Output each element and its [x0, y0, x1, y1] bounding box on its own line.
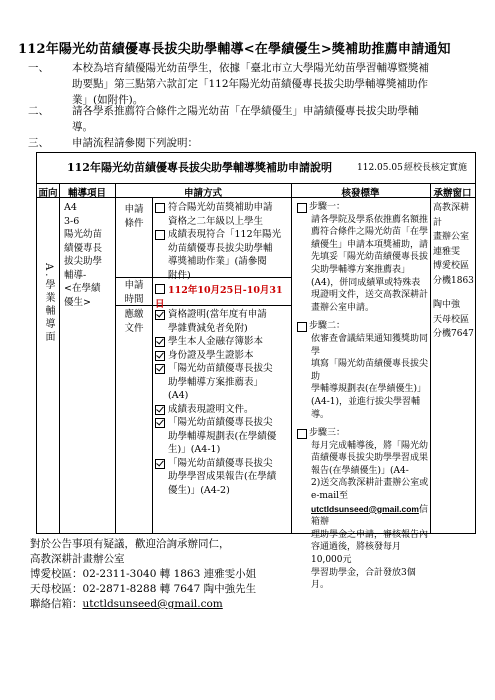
bullet-item	[155, 335, 290, 349]
bullet-line: 導獎補助作業」(請參閱	[168, 256, 267, 267]
bullet-line: 符合陽光幼苗獎補助申請	[168, 202, 273, 213]
step-line: 績優生」申請本項獎補助，請	[311, 239, 429, 250]
bullet-item	[155, 308, 290, 335]
contact-line: 連雅雯	[433, 246, 461, 257]
footer-mail-line	[30, 597, 256, 612]
step-line: 報告(在學績優生)」(A4-	[311, 465, 409, 476]
checked-box-icon	[155, 418, 165, 428]
notice-item	[28, 135, 488, 151]
step-line: 容通過後，將核發每月10,000元	[311, 542, 402, 566]
aspect-label: A.學業輔導面	[43, 263, 54, 345]
step-line: 2)送交高教深耕計畫辦公室或	[311, 478, 429, 489]
step-heading-text: 步驟一：	[309, 202, 346, 212]
table-approval: 經校長核定實施	[404, 163, 468, 173]
item-line: 輔導-	[64, 269, 87, 281]
checkbox-icon	[297, 203, 307, 213]
checkbox-icon	[155, 284, 165, 294]
item-number: 一、	[28, 62, 49, 74]
row-body-time	[155, 284, 290, 311]
checked-box-icon	[155, 337, 165, 347]
bullet-line: 「陽光幼苗績優專長拔尖	[168, 417, 273, 428]
checkbox-icon	[297, 322, 307, 332]
step-line: 薦符合條件之陽光幼苗「在學	[311, 227, 429, 238]
step-line: (A4)，併同成績單或特殊表	[311, 277, 421, 288]
footer-line: 博愛校區：02-2311-3040 轉 1863 連雅雯小姐	[30, 568, 257, 580]
checked-box-icon	[155, 351, 165, 361]
step-line: 現證明文件，送交高教深耕計	[311, 290, 429, 301]
item-text	[72, 60, 492, 108]
bullet-item	[155, 457, 290, 498]
step-line: (A4-1)，並進行拔尖學習輔	[311, 396, 421, 407]
contact-line: 畫辦公室	[433, 232, 470, 242]
step-line: 填寫「陽光幼苗績優專長拔尖助	[311, 359, 429, 382]
row-label-documents	[117, 308, 151, 335]
item-line: 請各學系推薦符合條件之陽光幼苗「在學績優生」申請績優專長拔尖助學輔	[72, 105, 419, 117]
row-label-line: 申請	[124, 204, 144, 215]
application-time: 112年10月25日-10月31日	[155, 285, 283, 310]
item-line: 業」(如附件)。	[72, 94, 144, 106]
bullet-line: 資格之二年級以上學生	[168, 215, 264, 227]
row-label-line: 申請	[124, 280, 144, 291]
item-line: 績優專長	[64, 242, 103, 254]
step-line: 尖助學輔導方案推薦表」	[311, 264, 411, 275]
contact-line	[433, 288, 475, 298]
notice-item	[28, 103, 488, 135]
contact-line: 博愛校區	[433, 261, 470, 271]
step-line: 學輔導規劃表(在學績優生)」	[311, 384, 427, 395]
header-method: 申請方式	[183, 188, 222, 199]
item-number: 二、	[28, 105, 49, 117]
bullet-line: 成績表現符合「112年陽光	[168, 229, 282, 240]
item-text	[72, 103, 492, 135]
item-number: 三、	[28, 137, 49, 149]
step-line: 導。	[311, 409, 330, 420]
bullet-item	[155, 228, 290, 282]
email-link[interactable]: utctldsunseed@gmail.com	[311, 503, 419, 514]
bullet-line: 生)」(A4-1)	[168, 444, 221, 455]
header-item: 輔導項目	[67, 188, 106, 199]
checked-box-icon	[155, 405, 165, 415]
row-body-conditions	[155, 201, 290, 282]
footer	[30, 537, 256, 612]
step-line: e-mail至	[311, 491, 349, 502]
checked-box-icon	[155, 459, 165, 469]
bullet-line: 「陽光幼苗績優專長拔尖	[168, 363, 273, 374]
step-line: 依審查會議結果通知獲獎助同學	[311, 333, 429, 357]
bullet-line: 助學輔導方案推薦表」	[168, 376, 264, 388]
header-standard: 核發標準	[341, 188, 380, 199]
step-heading-text: 步驟二：	[309, 321, 346, 332]
bullet-line: 身份證及學生證影本	[168, 349, 254, 361]
step-heading	[297, 201, 429, 214]
bullet-line: 助學學習成果報告(在學績	[168, 471, 277, 482]
item-line: 拔尖助學	[64, 256, 103, 267]
bullet-line: 學生本人金融存簿影本	[168, 336, 264, 347]
item-column	[64, 201, 114, 309]
step-heading	[297, 427, 429, 440]
item-line: A4	[64, 202, 77, 213]
footer-email-link[interactable]: utctldsunseed@gmail.com	[82, 598, 223, 610]
bullet-line: (A4)	[168, 390, 189, 401]
bullet-line: 資格證明(當年度有申請	[168, 309, 267, 320]
step-line: 畫辦公室申請。	[311, 302, 375, 313]
footer-line: 高教深耕計畫辦公室	[30, 553, 125, 565]
contact-line: 天母校區	[433, 314, 470, 325]
step-line: 理助學金之申請，審核報告內	[311, 529, 429, 540]
step-line: 苗績優專長拔尖助學學習成果	[311, 453, 429, 464]
contact-line: 陶中強	[433, 300, 461, 310]
email-line	[297, 503, 429, 529]
bullet-line: 學雜費減免者免附)	[168, 322, 248, 334]
bullet-item	[155, 362, 290, 403]
bullet-line: 幼苗績優專長拔尖助學輔	[168, 242, 273, 254]
item-line: <在學績	[64, 283, 101, 294]
row-label-line: 條件	[124, 217, 144, 229]
bullet-item	[155, 201, 290, 228]
item-line: 申請流程請參閱下列說明：	[72, 137, 198, 149]
standard-column	[297, 201, 429, 592]
table-title: 112年陽光幼苗績優專長拔尖助學輔導獎補助申請說明	[67, 161, 332, 174]
checkbox-icon	[155, 203, 165, 213]
checkbox-icon	[155, 230, 165, 240]
bullet-item	[155, 416, 290, 457]
checked-box-icon	[155, 364, 165, 374]
item-line: 導。	[72, 121, 93, 133]
footer-line: 天母校區：02-2871-8288 轉 7647 陶中強先生	[30, 583, 257, 595]
page-title: 112年陽光幼苗績優專長拔尖助學輔導<在學績優生>獎補助推薦申請通知	[18, 42, 451, 57]
step-line: 先填妥「陽光幼苗績優專長拔	[311, 252, 429, 263]
email-tail: 信箱辦	[311, 504, 428, 528]
contact-column	[433, 201, 475, 342]
table-date: 112.05.05	[357, 163, 403, 173]
step-heading-text: 步驟三：	[309, 428, 346, 439]
footer-mail-label: 聯絡信箱：	[30, 598, 83, 610]
row-label-line: 應繳	[124, 309, 144, 320]
row-body-documents	[155, 308, 290, 497]
bullet-line: 助學輔導規劃表(在學績優	[168, 430, 277, 442]
step-heading	[297, 320, 429, 333]
bullet-line: 「陽光幼苗績優專長拔尖	[168, 457, 273, 469]
bullet-item	[155, 403, 290, 417]
contact-line: 分機7647	[433, 329, 474, 339]
bullet-item	[155, 349, 290, 363]
step-line: 學習助學金，合計發放3個月。	[311, 567, 416, 591]
row-label-conditions	[117, 203, 151, 230]
bullet-line: 優生)」(A4-2)	[168, 484, 230, 496]
row-label-line: 時間	[124, 293, 144, 305]
row-label-line: 文件	[124, 322, 144, 334]
checkbox-icon	[297, 429, 307, 439]
notice-item	[28, 60, 488, 108]
contact-line: 分機1863	[433, 275, 474, 286]
step-line: 請各學院及學系依推薦名額推	[311, 214, 429, 225]
row-label-time	[117, 279, 151, 306]
contact-line: 高教深耕計	[433, 203, 470, 228]
item-line: 陽光幼苗	[64, 229, 103, 240]
checked-box-icon	[155, 310, 165, 320]
item-line: 優生>	[64, 296, 91, 308]
bullet-line: 附件)	[168, 269, 191, 281]
step-line: 每月完成輔導後，將「陽光幼	[311, 440, 429, 451]
header-aspect: 面向	[38, 188, 58, 199]
header-contact: 承辦窗口	[433, 188, 472, 199]
item-line: 本校為培育績優陽光幼苗學生，依據「臺北市立大學陽光幼苗學習輔導暨獎補	[72, 62, 429, 74]
bullet-line: 成績表現證明文件。	[168, 403, 254, 415]
item-line: 助要點」第三點第六款訂定「112年陽光幼苗績優專長拔尖助學輔導獎補助作	[72, 78, 429, 90]
item-text	[72, 135, 492, 151]
item-line: 3-6	[64, 215, 80, 227]
footer-line: 對於公告事項有疑議，歡迎洽詢承辦同仁，	[30, 538, 230, 550]
